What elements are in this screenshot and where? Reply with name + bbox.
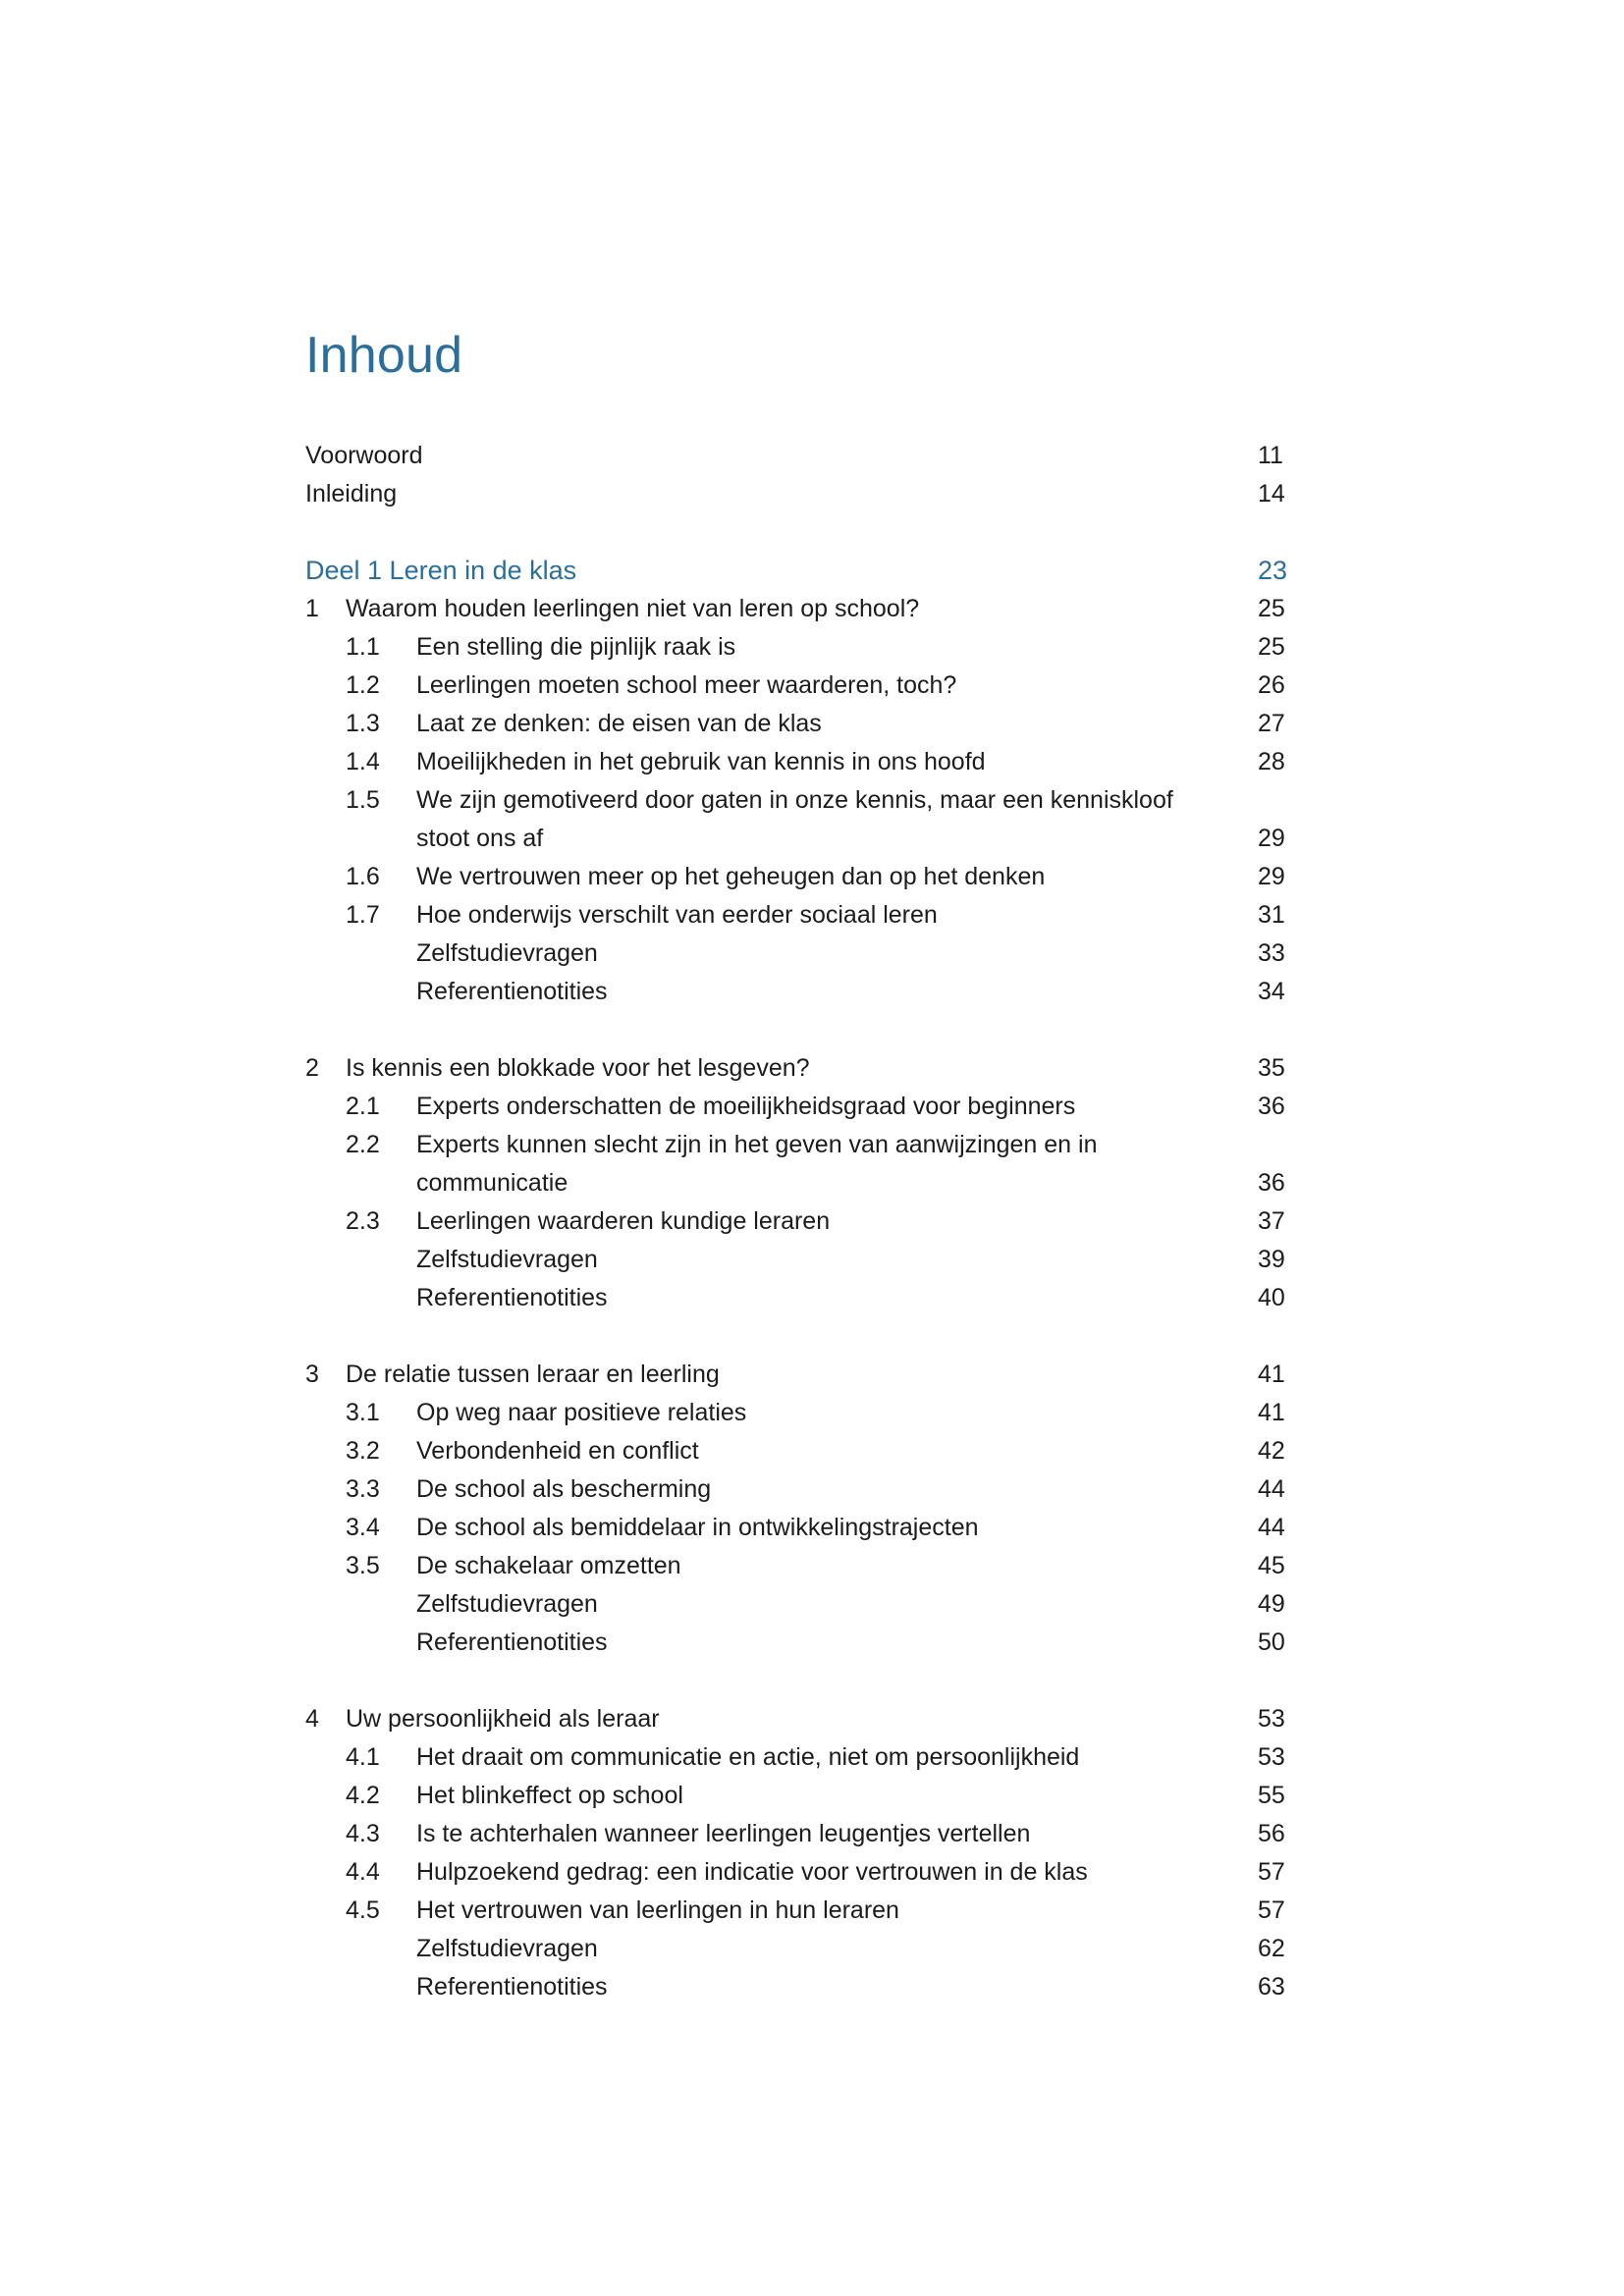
toc-section-number: 1.3 xyxy=(346,710,380,737)
toc-chapter-row[interactable] xyxy=(305,1356,1346,1394)
toc-section-title: Op weg naar positieve relaties xyxy=(416,1399,747,1426)
chapter-block xyxy=(305,1700,1346,2006)
toc-chapter-number: 2 xyxy=(305,1054,319,1082)
toc-continuation-title: communicatie xyxy=(416,1169,568,1197)
toc-section-number: 4.4 xyxy=(346,1858,380,1886)
toc-section-row[interactable] xyxy=(305,667,1346,705)
toc-plain-title: Zelfstudievragen xyxy=(416,1590,598,1618)
toc-section-page: 57 xyxy=(1258,1896,1285,1924)
toc-plain-title: Referentienotities xyxy=(416,978,608,1005)
toc-content xyxy=(305,327,1346,2006)
toc-continuation-row[interactable] xyxy=(305,820,1346,858)
toc-section-title: Het draait om communicatie en actie, niet om persoonlijkheid xyxy=(416,1743,1080,1771)
toc-section-page: 26 xyxy=(1258,671,1285,699)
toc-plain-page: 49 xyxy=(1258,1590,1285,1618)
toc-section-number: 3.1 xyxy=(346,1399,380,1426)
toc-section-number: 1.7 xyxy=(346,901,380,929)
toc-section-row[interactable] xyxy=(305,1088,1346,1126)
toc-section-row[interactable] xyxy=(305,705,1346,743)
toc-plain-row[interactable] xyxy=(305,973,1346,1011)
toc-part-label: Deel 1 Leren in de klas xyxy=(305,556,577,585)
toc-section-title: Moeilijkheden in het gebruik van kennis in ons hoofd xyxy=(416,748,986,775)
toc-section-page: 41 xyxy=(1258,1399,1285,1426)
toc-entry-voorwoord[interactable] xyxy=(305,437,1346,475)
toc-chapter-title: Uw persoonlijkheid als leraar xyxy=(346,1705,660,1733)
toc-section-number: 2.1 xyxy=(346,1093,380,1120)
toc-chapter-row[interactable] xyxy=(305,1700,1346,1738)
toc-continuation-row[interactable] xyxy=(305,1164,1346,1202)
toc-section-title: Leerlingen waarderen kundige leraren xyxy=(416,1207,831,1235)
toc-chapter-number: 1 xyxy=(305,595,319,622)
chapter-block xyxy=(305,1049,1346,1317)
toc-chapter-row[interactable] xyxy=(305,1049,1346,1088)
toc-section-row[interactable] xyxy=(305,1202,1346,1241)
toc-section-row[interactable] xyxy=(305,1815,1346,1853)
toc-plain-row[interactable] xyxy=(305,1624,1346,1662)
toc-plain-title: Referentienotities xyxy=(416,1629,608,1656)
toc-section-number: 1.6 xyxy=(346,863,380,890)
toc-section-number: 4.5 xyxy=(346,1896,380,1924)
toc-section-title: Een stelling die pijnlijk raak is xyxy=(416,633,736,661)
toc-section-number: 3.4 xyxy=(346,1514,380,1541)
toc-section-page: 37 xyxy=(1258,1207,1285,1235)
toc-chapter-number: 4 xyxy=(305,1705,319,1733)
toc-section-row[interactable] xyxy=(305,1892,1346,1930)
toc-section-number: 3.3 xyxy=(346,1475,380,1503)
toc-chapter-page: 35 xyxy=(1258,1054,1285,1082)
toc-section-title: We vertrouwen meer op het geheugen dan op het denken xyxy=(416,863,1046,890)
toc-entry-inleiding[interactable] xyxy=(305,475,1346,513)
toc-section-row[interactable] xyxy=(305,628,1346,667)
toc-section-number: 1.1 xyxy=(346,633,380,661)
toc-section-number: 4.3 xyxy=(346,1820,380,1847)
toc-section-row[interactable] xyxy=(305,896,1346,934)
toc-section-number: 2.3 xyxy=(346,1207,380,1235)
toc-plain-page: 63 xyxy=(1258,1973,1285,2001)
toc-section-title: Leerlingen moeten school meer waarderen, toch? xyxy=(416,671,957,699)
toc-chapter-title: De relatie tussen leraar en leerling xyxy=(346,1361,720,1388)
toc-section-page: 53 xyxy=(1258,1743,1285,1771)
toc-section-page: 36 xyxy=(1258,1093,1285,1120)
toc-section-number: 3.5 xyxy=(346,1552,380,1579)
toc-entry-page: 11 xyxy=(1258,442,1283,469)
toc-section-row[interactable] xyxy=(305,1738,1346,1777)
toc-plain-page: 62 xyxy=(1258,1935,1285,1962)
toc-section-row[interactable] xyxy=(305,1470,1346,1509)
toc-section-row[interactable] xyxy=(305,1509,1346,1547)
toc-section-number: 1.2 xyxy=(346,671,380,699)
toc-section-page: 25 xyxy=(1258,633,1285,661)
toc-section-page: 27 xyxy=(1258,710,1285,737)
toc-section-row[interactable] xyxy=(305,858,1346,896)
toc-section-page: 57 xyxy=(1258,1858,1285,1886)
toc-plain-row[interactable] xyxy=(305,1585,1346,1624)
toc-section-row[interactable] xyxy=(305,1547,1346,1585)
toc-section-page: 42 xyxy=(1258,1437,1285,1465)
toc-continuation-page: 36 xyxy=(1258,1169,1285,1197)
toc-section-title: De school als bemiddelaar in ontwikkelingstrajecten xyxy=(416,1514,979,1541)
toc-plain-page: 50 xyxy=(1258,1629,1285,1656)
toc-section-number: 2.2 xyxy=(346,1131,380,1158)
toc-section-number: 4.2 xyxy=(346,1782,380,1809)
toc-section-title: Experts kunnen slecht zijn in het geven van aanwijzingen en in xyxy=(416,1131,1098,1158)
toc-part-page: 23 xyxy=(1258,556,1288,585)
toc-section-page: 29 xyxy=(1258,863,1285,890)
toc-section-title: Experts onderschatten de moeilijkheidsgraad voor beginners xyxy=(416,1093,1076,1120)
toc-section-number: 3.2 xyxy=(346,1437,380,1465)
toc-plain-title: Referentienotities xyxy=(416,1973,608,2001)
page-title: Inhoud xyxy=(305,327,463,384)
toc-section-title: Het blinkeffect op school xyxy=(416,1782,683,1809)
toc-plain-row[interactable] xyxy=(305,1241,1346,1279)
toc-plain-row[interactable] xyxy=(305,934,1346,973)
toc-plain-row[interactable] xyxy=(305,1279,1346,1317)
toc-plain-title: Zelfstudievragen xyxy=(416,1935,598,1962)
toc-section-title: Laat ze denken: de eisen van de klas xyxy=(416,710,822,737)
chapter-block xyxy=(305,590,1346,1011)
toc-section-title: Het vertrouwen van leerlingen in hun leraren xyxy=(416,1896,899,1924)
toc-section-row[interactable] xyxy=(305,1394,1346,1432)
toc-section-number: 1.4 xyxy=(346,748,380,775)
toc-chapter-row[interactable] xyxy=(305,590,1346,628)
toc-plain-page: 34 xyxy=(1258,978,1285,1005)
toc-plain-row[interactable] xyxy=(305,1968,1346,2006)
toc-section-title: We zijn gemotiveerd door gaten in onze kennis, maar een kenniskloof xyxy=(416,786,1173,814)
toc-entry-label: Inleiding xyxy=(305,480,398,507)
toc-chapter-page: 53 xyxy=(1258,1705,1285,1733)
toc-section-page: 55 xyxy=(1258,1782,1285,1809)
toc-section-page: 28 xyxy=(1258,748,1285,775)
toc-chapter-title: Is kennis een blokkade voor het lesgeven? xyxy=(346,1054,810,1082)
toc-section-row[interactable] xyxy=(305,1126,1346,1164)
toc-section-row[interactable] xyxy=(305,743,1346,781)
toc-section-title: De schakelaar omzetten xyxy=(416,1552,681,1579)
toc-section-row[interactable] xyxy=(305,1853,1346,1892)
toc-continuation-title: stoot ons af xyxy=(416,825,544,852)
chapter-block xyxy=(305,1356,1346,1662)
toc-chapter-title: Waarom houden leerlingen niet van leren op school? xyxy=(346,595,920,622)
toc-section-page: 44 xyxy=(1258,1514,1285,1541)
toc-section-title: Hulpzoekend gedrag: een indicatie voor vertrouwen in de klas xyxy=(416,1858,1088,1886)
toc-section-page: 45 xyxy=(1258,1552,1285,1579)
toc-continuation-page: 29 xyxy=(1258,825,1285,852)
toc-chapter-page: 25 xyxy=(1258,595,1285,622)
toc-chapter-number: 3 xyxy=(305,1361,319,1388)
toc-section-title: Hoe onderwijs verschilt van eerder sociaal leren xyxy=(416,901,938,929)
toc-plain-page: 33 xyxy=(1258,939,1285,967)
toc-section-number: 4.1 xyxy=(346,1743,380,1771)
toc-section-row[interactable] xyxy=(305,1432,1346,1470)
toc-plain-page: 39 xyxy=(1258,1246,1285,1273)
toc-plain-title: Referentienotities xyxy=(416,1284,608,1311)
toc-entry-label: Voorwoord xyxy=(305,442,423,469)
toc-chapter-page: 41 xyxy=(1258,1361,1285,1388)
toc-section-page: 31 xyxy=(1258,901,1285,929)
toc-section-title: Is te achterhalen wanneer leerlingen leugentjes vertellen xyxy=(416,1820,1031,1847)
toc-entry-page: 14 xyxy=(1258,480,1285,507)
toc-part-heading[interactable] xyxy=(305,552,1346,590)
front-matter-list xyxy=(305,437,1346,513)
toc-section-page: 44 xyxy=(1258,1475,1285,1503)
toc-plain-title: Zelfstudievragen xyxy=(416,939,598,967)
toc-section-title: De school als bescherming xyxy=(416,1475,712,1503)
toc-section-row[interactable] xyxy=(305,1777,1346,1815)
toc-plain-row[interactable] xyxy=(305,1930,1346,1968)
toc-section-number: 1.5 xyxy=(346,786,380,814)
toc-plain-page: 40 xyxy=(1258,1284,1285,1311)
toc-section-title: Verbondenheid en conflict xyxy=(416,1437,699,1465)
toc-plain-title: Zelfstudievragen xyxy=(416,1246,598,1273)
toc-section-row[interactable] xyxy=(305,781,1346,820)
toc-section-page: 56 xyxy=(1258,1820,1285,1847)
